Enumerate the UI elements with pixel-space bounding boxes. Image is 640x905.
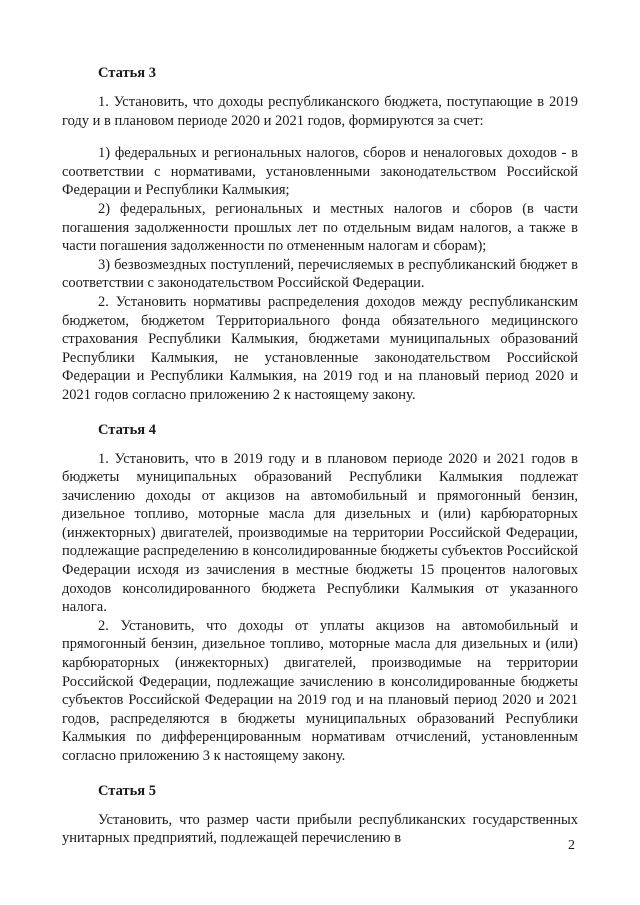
article-3-item-3: 3) безвозмездных поступлений, перечисляемых в республиканский бюджет в соответствии с законодательством Российской Федерации. <box>62 256 578 292</box>
article-4-heading: Статья 4 <box>98 421 156 438</box>
article-5-paragraph-1: Установить, что размер части прибыли республиканских государственных унитарных предприятий, подлежащей перечислению в <box>62 811 578 847</box>
article-4-paragraph-1: 1. Установить, что в 2019 году и в плановом периоде 2020 и 2021 годов в бюджеты муниципальных образований Республики Калмыкия подлежат зачислению доходы от акцизов на автомобильный и прямогонный бензин, дизельное топливо, моторные масла для дизельных и (или) карбюраторных (инжекторных) двигателей, производимые на территории Российской Федерации, подлежащие распределению в консолидированные бюджеты субъектов Российской Федерации исходя из зачисления в местные бюджеты 15 процентов налоговых доходов консолидированного бюджета Республики Калмыкия от указанного налога. <box>62 450 578 616</box>
page-number: 2 <box>568 838 575 853</box>
article-3-item-1: 1) федеральных и региональных налогов, сборов и неналоговых доходов - в соответствии с нормативами, установленными законодательством Российской Федерации и Республики Калмыкия; <box>62 145 578 199</box>
article-3-item-2: 2) федеральных, региональных и местных налогов и сборов (в части погашения задолженности прошлых лет по отдельным видам налогов, а также в части погашения задолженности по отмененным налогам и сборам); <box>62 200 578 255</box>
page-content <box>62 64 578 848</box>
article-3-paragraph-2: 2. Установить нормативы распределения доходов между республиканским бюджетом, бюджетом Территориального фонда обязательного медицинского страхования Республики Калмыкия, бюджетами муниципальных образований Республики Калмыкия, не установленные законодательством Российской Федерации и Республики Калмыкия, на 2019 год и на плановый период 2020 и 2021 годов согласно приложению 2 к настоящему закону. <box>62 293 578 403</box>
article-3-paragraph-1: 1. Установить, что доходы республиканского бюджета, поступающие в 2019 году и в плановом периоде 2020 и 2021 годов, формируются за счет: <box>62 94 578 129</box>
article-5-heading: Статья 5 <box>98 782 156 799</box>
article-3-heading: Статья 3 <box>98 65 156 81</box>
article-4-paragraph-2: 2. Установить, что доходы от уплаты акцизов на автомобильный и прямогонный бензин, дизельное топливо, моторные масла для дизельных и (или) карбюраторных (инжекторных) двигателей, производимые на территории Российской Федерации, подлежащие зачислению в консолидированные бюджеты субъектов Российской Федерации на 2019 год и на плановый период 2020 и 2021 годов, распределяются в бюджеты муниципальных образований Республики Калмыкия по дифференцированным нормативам отчислений, установленным согласно приложению 3 к настоящему закону. <box>62 617 578 764</box>
